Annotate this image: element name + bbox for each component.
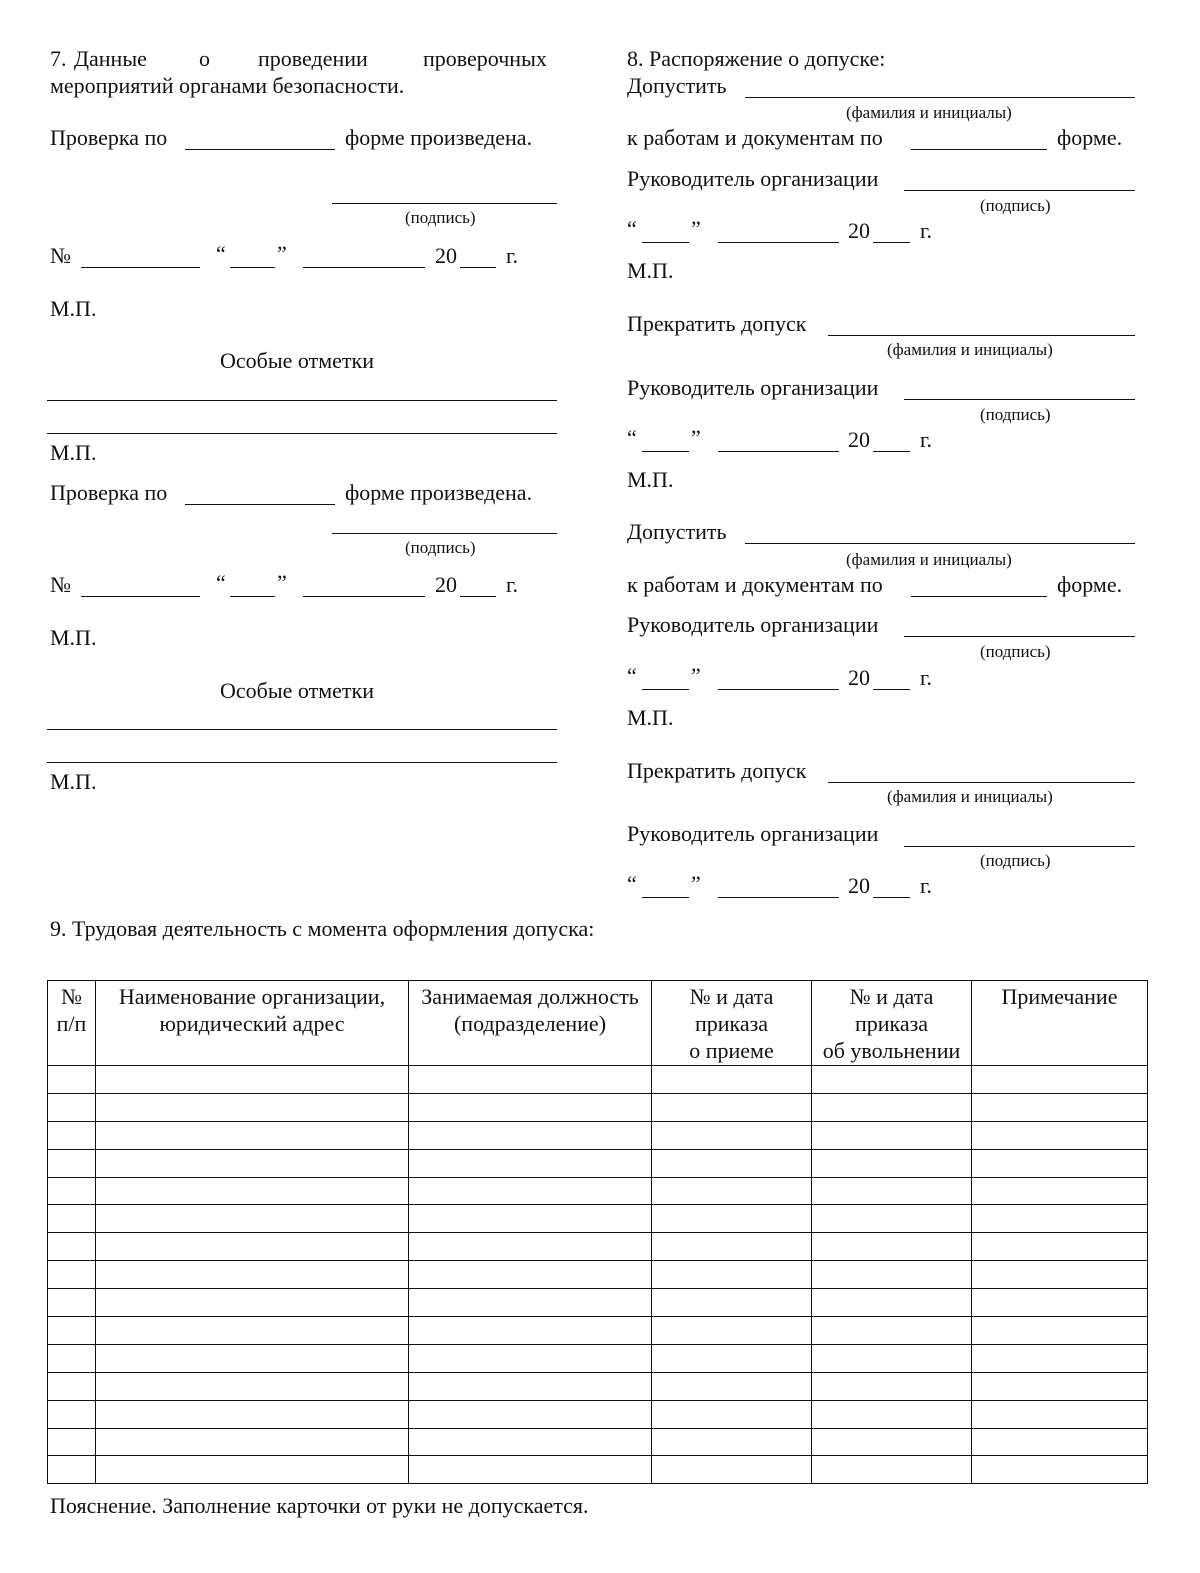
table-cell[interactable] xyxy=(652,1261,812,1289)
table-cell[interactable] xyxy=(652,1400,812,1428)
table-row xyxy=(48,1261,1148,1289)
table-cell[interactable] xyxy=(409,1149,652,1177)
year-suffix: г. xyxy=(920,665,933,690)
table-cell[interactable] xyxy=(972,1233,1148,1261)
section-7-word: Данные xyxy=(74,46,147,71)
form-level-blank[interactable] xyxy=(185,149,335,150)
table-cell[interactable] xyxy=(972,1456,1148,1484)
table-cell[interactable] xyxy=(409,1205,652,1233)
section-7-line-2: мероприятий органами безопасности. xyxy=(50,73,405,98)
head-label: Руководитель организации xyxy=(627,375,879,400)
quote-open: “ xyxy=(216,570,226,595)
table-cell[interactable] xyxy=(96,1289,409,1317)
table-row xyxy=(48,1400,1148,1428)
table-row xyxy=(48,1317,1148,1345)
section-7-number: 7. xyxy=(50,46,67,71)
works-label: к работам и документам по xyxy=(627,572,883,597)
year-blank[interactable] xyxy=(460,596,496,597)
year-suffix: г. xyxy=(920,218,933,243)
footnote: Пояснение. Заполнение карточки от руки не допускается. xyxy=(50,1493,589,1518)
table-cell[interactable] xyxy=(652,1093,812,1121)
works-label-end: форме. xyxy=(1057,125,1123,150)
table-cell[interactable] xyxy=(812,1400,972,1428)
table-cell[interactable] xyxy=(96,1233,409,1261)
table-cell[interactable] xyxy=(409,1344,652,1372)
table-row xyxy=(48,1456,1148,1484)
day-blank[interactable] xyxy=(642,242,689,243)
number-symbol: № xyxy=(50,572,71,597)
table-cell[interactable] xyxy=(812,1233,972,1261)
number-blank[interactable] xyxy=(81,267,200,268)
table-row xyxy=(48,1066,1148,1094)
signature-caption: (подпись) xyxy=(980,405,1051,424)
year-prefix: 20 xyxy=(435,572,457,597)
year-suffix: г. xyxy=(506,243,519,268)
table-cell[interactable] xyxy=(972,1261,1148,1289)
year-suffix: г. xyxy=(920,873,933,898)
table-cell[interactable] xyxy=(96,1428,409,1456)
notes-line[interactable] xyxy=(47,729,557,730)
notes-line[interactable] xyxy=(47,762,557,763)
table-cell[interactable] xyxy=(812,1372,972,1400)
table-cell[interactable] xyxy=(409,1456,652,1484)
head-label: Руководитель организации xyxy=(627,612,879,637)
table-cell[interactable] xyxy=(409,1289,652,1317)
table-cell[interactable] xyxy=(48,1066,96,1094)
employment-history-table xyxy=(47,980,1148,1484)
signature-blank[interactable] xyxy=(332,203,557,204)
quote-open: “ xyxy=(216,241,226,266)
signature-blank[interactable] xyxy=(332,533,557,534)
table-cell[interactable] xyxy=(652,1317,812,1345)
year-blank[interactable] xyxy=(873,689,910,690)
head-label: Руководитель организации xyxy=(627,821,879,846)
signature-blank[interactable] xyxy=(904,399,1135,400)
table-cell[interactable] xyxy=(409,1177,652,1205)
table-cell[interactable] xyxy=(652,1344,812,1372)
table-cell[interactable] xyxy=(48,1456,96,1484)
table-cell[interactable] xyxy=(409,1261,652,1289)
day-blank[interactable] xyxy=(642,897,689,898)
special-notes-title: Особые отметки xyxy=(220,348,374,373)
table-cell[interactable] xyxy=(409,1372,652,1400)
quote-close: ” xyxy=(691,425,701,450)
quote-open: “ xyxy=(627,216,637,241)
quote-open: “ xyxy=(627,871,637,896)
day-blank[interactable] xyxy=(230,596,275,597)
year-blank[interactable] xyxy=(873,451,910,452)
table-cell[interactable] xyxy=(652,1121,812,1149)
table-cell[interactable] xyxy=(812,1456,972,1484)
check-label-end: форме произведена. xyxy=(345,480,533,505)
table-cell[interactable] xyxy=(652,1205,812,1233)
table-cell[interactable] xyxy=(48,1149,96,1177)
table-cell[interactable] xyxy=(972,1344,1148,1372)
section-7-word: проверочных xyxy=(423,46,547,71)
stamp-label: М.П. xyxy=(50,440,97,465)
table-cell[interactable] xyxy=(812,1261,972,1289)
table-cell[interactable] xyxy=(96,1456,409,1484)
table-cell[interactable] xyxy=(972,1177,1148,1205)
signature-caption: (подпись) xyxy=(405,538,476,557)
table-cell[interactable] xyxy=(652,1177,812,1205)
table-cell[interactable] xyxy=(48,1344,96,1372)
table-cell[interactable] xyxy=(96,1261,409,1289)
table-row xyxy=(48,1149,1148,1177)
table-cell[interactable] xyxy=(652,1456,812,1484)
table-cell[interactable] xyxy=(812,1177,972,1205)
table-cell[interactable] xyxy=(972,1121,1148,1149)
signature-caption: (подпись) xyxy=(980,196,1051,215)
table-cell[interactable] xyxy=(812,1121,972,1149)
quote-close: ” xyxy=(277,241,287,266)
signature-caption: (подпись) xyxy=(980,642,1051,661)
signature-blank[interactable] xyxy=(904,636,1135,637)
year-blank[interactable] xyxy=(873,242,910,243)
year-blank[interactable] xyxy=(873,897,910,898)
works-label-end: форме. xyxy=(1057,572,1123,597)
table-cell[interactable] xyxy=(96,1177,409,1205)
table-cell[interactable] xyxy=(972,1149,1148,1177)
col-header-dismissal-order: № и дата приказа об увольнении xyxy=(812,981,972,1066)
table-cell[interactable] xyxy=(409,1093,652,1121)
table-cell[interactable] xyxy=(409,1066,652,1094)
table-cell[interactable] xyxy=(48,1233,96,1261)
table-cell[interactable] xyxy=(96,1149,409,1177)
table-cell[interactable] xyxy=(409,1428,652,1456)
table-row xyxy=(48,1177,1148,1205)
table-header-row xyxy=(48,981,1148,1066)
year-prefix: 20 xyxy=(848,665,870,690)
terminate-label: Прекратить допуск xyxy=(627,311,807,336)
table-cell[interactable] xyxy=(409,1400,652,1428)
table-row xyxy=(48,1344,1148,1372)
table-cell[interactable] xyxy=(812,1317,972,1345)
name-caption: (фамилия и инициалы) xyxy=(846,103,1012,122)
check-label: Проверка по xyxy=(50,480,168,505)
table-cell[interactable] xyxy=(652,1066,812,1094)
table-row xyxy=(48,1428,1148,1456)
table-cell[interactable] xyxy=(972,1289,1148,1317)
name-blank[interactable] xyxy=(745,97,1135,98)
admit-label: Допустить xyxy=(627,73,727,98)
quote-open: “ xyxy=(627,663,637,688)
table-cell[interactable] xyxy=(96,1093,409,1121)
quote-close: ” xyxy=(691,871,701,896)
year-blank[interactable] xyxy=(460,267,496,268)
table-cell[interactable] xyxy=(812,1205,972,1233)
month-blank[interactable] xyxy=(303,596,425,597)
month-blank[interactable] xyxy=(718,242,839,243)
name-caption: (фамилия и инициалы) xyxy=(887,787,1053,806)
head-label: Руководитель организации xyxy=(627,166,879,191)
notes-line[interactable] xyxy=(47,433,557,434)
table-cell[interactable] xyxy=(972,1205,1148,1233)
signature-caption: (подпись) xyxy=(405,208,476,227)
table-cell[interactable] xyxy=(812,1428,972,1456)
year-prefix: 20 xyxy=(435,243,457,268)
table-cell[interactable] xyxy=(96,1400,409,1428)
table-cell[interactable] xyxy=(48,1400,96,1428)
table-cell[interactable] xyxy=(48,1372,96,1400)
name-blank[interactable] xyxy=(745,543,1135,544)
table-cell[interactable] xyxy=(652,1149,812,1177)
month-blank[interactable] xyxy=(718,451,839,452)
day-blank[interactable] xyxy=(642,689,689,690)
year-suffix: г. xyxy=(506,572,519,597)
stamp-label: М.П. xyxy=(627,258,674,283)
notes-line[interactable] xyxy=(47,400,557,401)
table-cell[interactable] xyxy=(652,1233,812,1261)
col-header-position: Занимаемая должность (подразделение) xyxy=(409,981,652,1066)
quote-close: ” xyxy=(277,570,287,595)
table-cell[interactable] xyxy=(812,1289,972,1317)
stamp-label: М.П. xyxy=(627,467,674,492)
name-blank[interactable] xyxy=(828,335,1135,336)
stamp-label: М.П. xyxy=(50,769,97,794)
table-cell[interactable] xyxy=(812,1066,972,1094)
table-cell[interactable] xyxy=(48,1177,96,1205)
section-7-word: проведении xyxy=(258,46,368,71)
name-caption: (фамилия и инициалы) xyxy=(846,550,1012,569)
number-blank[interactable] xyxy=(81,596,200,597)
table-cell[interactable] xyxy=(96,1205,409,1233)
table-cell[interactable] xyxy=(96,1317,409,1345)
table-cell[interactable] xyxy=(652,1428,812,1456)
year-suffix: г. xyxy=(920,427,933,452)
table-row xyxy=(48,1205,1148,1233)
table-cell[interactable] xyxy=(812,1344,972,1372)
quote-open: “ xyxy=(627,425,637,450)
table-row xyxy=(48,1093,1148,1121)
quote-close: ” xyxy=(691,216,701,241)
year-prefix: 20 xyxy=(848,427,870,452)
year-prefix: 20 xyxy=(848,873,870,898)
table-cell[interactable] xyxy=(96,1121,409,1149)
table-cell[interactable] xyxy=(972,1400,1148,1428)
month-blank[interactable] xyxy=(303,267,425,268)
terminate-label: Прекратить допуск xyxy=(627,758,807,783)
table-cell[interactable] xyxy=(652,1289,812,1317)
check-label: Проверка по xyxy=(50,125,168,150)
table-cell[interactable] xyxy=(48,1428,96,1456)
section-7-word: о xyxy=(199,46,210,71)
admit-label: Допустить xyxy=(627,519,727,544)
table-cell[interactable] xyxy=(48,1261,96,1289)
table-row xyxy=(48,1289,1148,1317)
table-cell[interactable] xyxy=(96,1372,409,1400)
name-blank[interactable] xyxy=(828,782,1135,783)
number-symbol: № xyxy=(50,243,71,268)
table-cell[interactable] xyxy=(48,1093,96,1121)
table-cell[interactable] xyxy=(48,1289,96,1317)
special-notes-title: Особые отметки xyxy=(220,678,374,703)
signature-blank[interactable] xyxy=(904,846,1135,847)
table-cell[interactable] xyxy=(48,1317,96,1345)
table-cell[interactable] xyxy=(972,1066,1148,1094)
form-level-blank[interactable] xyxy=(911,149,1047,150)
table-cell[interactable] xyxy=(96,1066,409,1094)
table-cell[interactable] xyxy=(972,1317,1148,1345)
col-header-note: Примечание xyxy=(972,981,1148,1066)
table-cell[interactable] xyxy=(972,1093,1148,1121)
stamp-label: М.П. xyxy=(50,296,97,321)
table-row xyxy=(48,1121,1148,1149)
table-cell[interactable] xyxy=(972,1372,1148,1400)
name-caption: (фамилия и инициалы) xyxy=(887,340,1053,359)
month-blank[interactable] xyxy=(718,897,839,898)
table-body xyxy=(48,1066,1148,1484)
works-label: к работам и документам по xyxy=(627,125,883,150)
col-header-organization: Наименование организации, юридический адрес xyxy=(96,981,409,1066)
form-level-blank[interactable] xyxy=(185,504,335,505)
table-row xyxy=(48,1233,1148,1261)
signature-blank[interactable] xyxy=(904,190,1135,191)
stamp-label: М.П. xyxy=(627,705,674,730)
stamp-label: М.П. xyxy=(50,625,97,650)
col-header-hire-order: № и дата приказа о приеме xyxy=(652,981,812,1066)
day-blank[interactable] xyxy=(642,451,689,452)
table-cell[interactable] xyxy=(812,1093,972,1121)
month-blank[interactable] xyxy=(718,689,839,690)
signature-caption: (подпись) xyxy=(980,851,1051,870)
table-cell[interactable] xyxy=(409,1121,652,1149)
table-cell[interactable] xyxy=(652,1372,812,1400)
check-label-end: форме произведена. xyxy=(345,125,533,150)
section-8-heading: 8. Распоряжение о допуске: xyxy=(627,46,886,71)
table-cell[interactable] xyxy=(812,1149,972,1177)
table-row xyxy=(48,1372,1148,1400)
day-blank[interactable] xyxy=(230,267,275,268)
table-cell[interactable] xyxy=(409,1317,652,1345)
table-cell[interactable] xyxy=(96,1344,409,1372)
form-level-blank[interactable] xyxy=(911,596,1047,597)
section-9-heading: 9. Трудовая деятельность с момента оформления допуска: xyxy=(50,916,595,941)
table-cell[interactable] xyxy=(48,1205,96,1233)
table-cell[interactable] xyxy=(48,1121,96,1149)
year-prefix: 20 xyxy=(848,218,870,243)
table-cell[interactable] xyxy=(972,1428,1148,1456)
col-header-number: № п/п xyxy=(48,981,96,1066)
table-cell[interactable] xyxy=(409,1233,652,1261)
quote-close: ” xyxy=(691,663,701,688)
